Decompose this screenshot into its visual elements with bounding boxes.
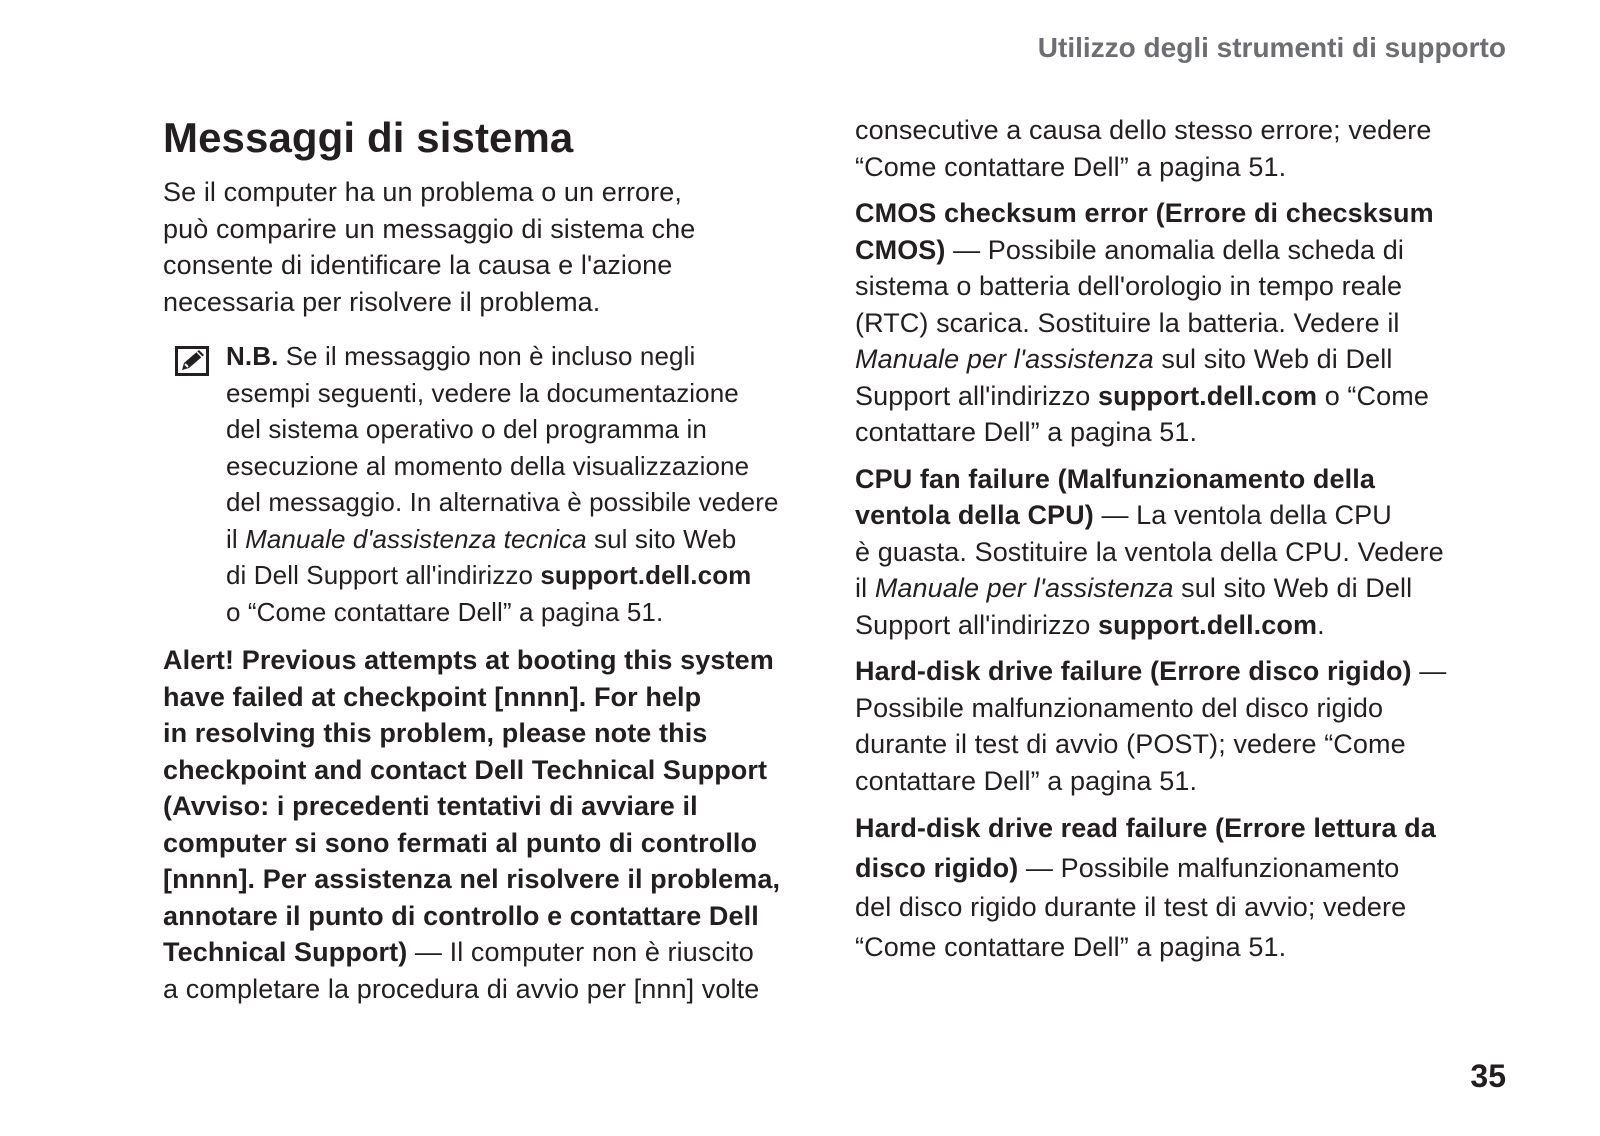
intro-line: necessaria per risolvere il problema. xyxy=(163,286,601,317)
note-line: di Dell Support all'indirizzo support.dell.com xyxy=(226,560,752,590)
manual-title: Manuale per l'assistenza xyxy=(874,573,1174,603)
left-column xyxy=(163,110,813,1017)
alert-line: have failed at checkpoint [nnnn]. For help xyxy=(163,681,702,712)
alert-message-entry xyxy=(163,642,813,1007)
alert-line: checkpoint and contact Dell Technical Support xyxy=(163,754,768,785)
manual-title: Manuale per l'assistenza xyxy=(855,344,1154,374)
intro-line: consente di identificare la causa e l'azione xyxy=(163,250,673,280)
note-label: N.B. xyxy=(226,341,279,371)
intro-paragraph xyxy=(163,174,813,320)
note-line: esecuzione al momento della visualizzazione xyxy=(226,450,750,481)
support-link[interactable]: support.dell.com xyxy=(1097,609,1318,640)
page-title: Messaggi di sistema xyxy=(163,114,574,161)
alert-line: Technical Support) — Il computer non è riuscito xyxy=(163,937,754,967)
note-block xyxy=(163,338,813,630)
alert-line: a completare la procedura di avvio per [nnn] volte xyxy=(163,973,760,1004)
intro-line: Se il computer ha un problema o un errore, xyxy=(163,177,682,207)
support-link[interactable]: support.dell.com xyxy=(540,560,752,590)
note-line: del sistema operativo o del programma in xyxy=(226,414,707,444)
intro-line: può comparire un messaggio di sistema che xyxy=(163,213,696,244)
note-line: o “Come contattare Dell” a pagina 51. xyxy=(226,596,664,627)
note-line: esempi seguenti, vedere la documentazione xyxy=(226,377,739,408)
note-line: il Manuale d'assistenza tecnica sul sito Web xyxy=(226,523,737,554)
alert-line: [nnnn]. Per assistenza nel risolvere il problema, xyxy=(163,864,781,894)
note-line: del messaggio. In alternativa è possibile vedere xyxy=(226,487,779,517)
running-header: Utilizzo degli strumenti di supporto xyxy=(1037,32,1506,63)
alert-line: (Avviso: i precedenti tentativi di avviare il xyxy=(163,791,698,821)
alert-line: computer si sono fermati al punto di controllo xyxy=(163,827,758,858)
page-number: 35 xyxy=(1470,1058,1506,1094)
note-pencil-icon xyxy=(175,346,209,376)
hdd-failure-entry: Hard-disk drive failure (Errore disco rigido) — Possibile malfunzionamento del disco rigido durante il test di avvio (POST); vedere “Come contattare Dell” a pagina 51. xyxy=(855,656,1447,796)
cpu-fan-failure-entry: CPU fan failure (Malfunzionamento della ventola della CPU) — La ventola della CPU è guasta. Sostituire la ventola della CPU. Vedere il Manuale per l'assistenza sul sito Web di Dell Support all'indirizzo support.dell.com. xyxy=(855,463,1444,640)
support-link[interactable]: support.dell.com xyxy=(1097,380,1318,411)
alert-continuation: consecutive a causa dello stesso errore; vedere “Come contattare Dell” a pagina 51. xyxy=(855,115,1432,182)
alert-line: annotare il punto di controllo e contattare Dell xyxy=(163,900,759,931)
cmos-error-entry: CMOS checksum error (Errore di checsksum CMOS) — Possibile anomalia della scheda di sistema o batteria dell'orologio in tempo reale (RTC) scarica. Sostituire la batteria. Vedere il Manuale per l'assistenza sul sito Web di Dell Support all'indirizzo support.dell.com o “Come contattare Dell” a pagina 51. xyxy=(855,198,1434,447)
right-column xyxy=(855,112,1515,977)
manual-title: Manuale d'assistenza tecnica xyxy=(245,523,587,554)
alert-line: Alert! Previous attempts at booting this system xyxy=(163,645,774,675)
alert-line: in resolving this problem, please note this xyxy=(163,718,708,748)
hdd-read-failure-entry: Hard-disk drive read failure (Errore lettura da disco rigido) — Possibile malfunzionamento del disco rigido durante il test di avvio; vedere “Come contattare Dell” a pagina 51. xyxy=(855,813,1436,962)
note-line: N.B. Se il messaggio non è incluso negli xyxy=(226,341,696,371)
